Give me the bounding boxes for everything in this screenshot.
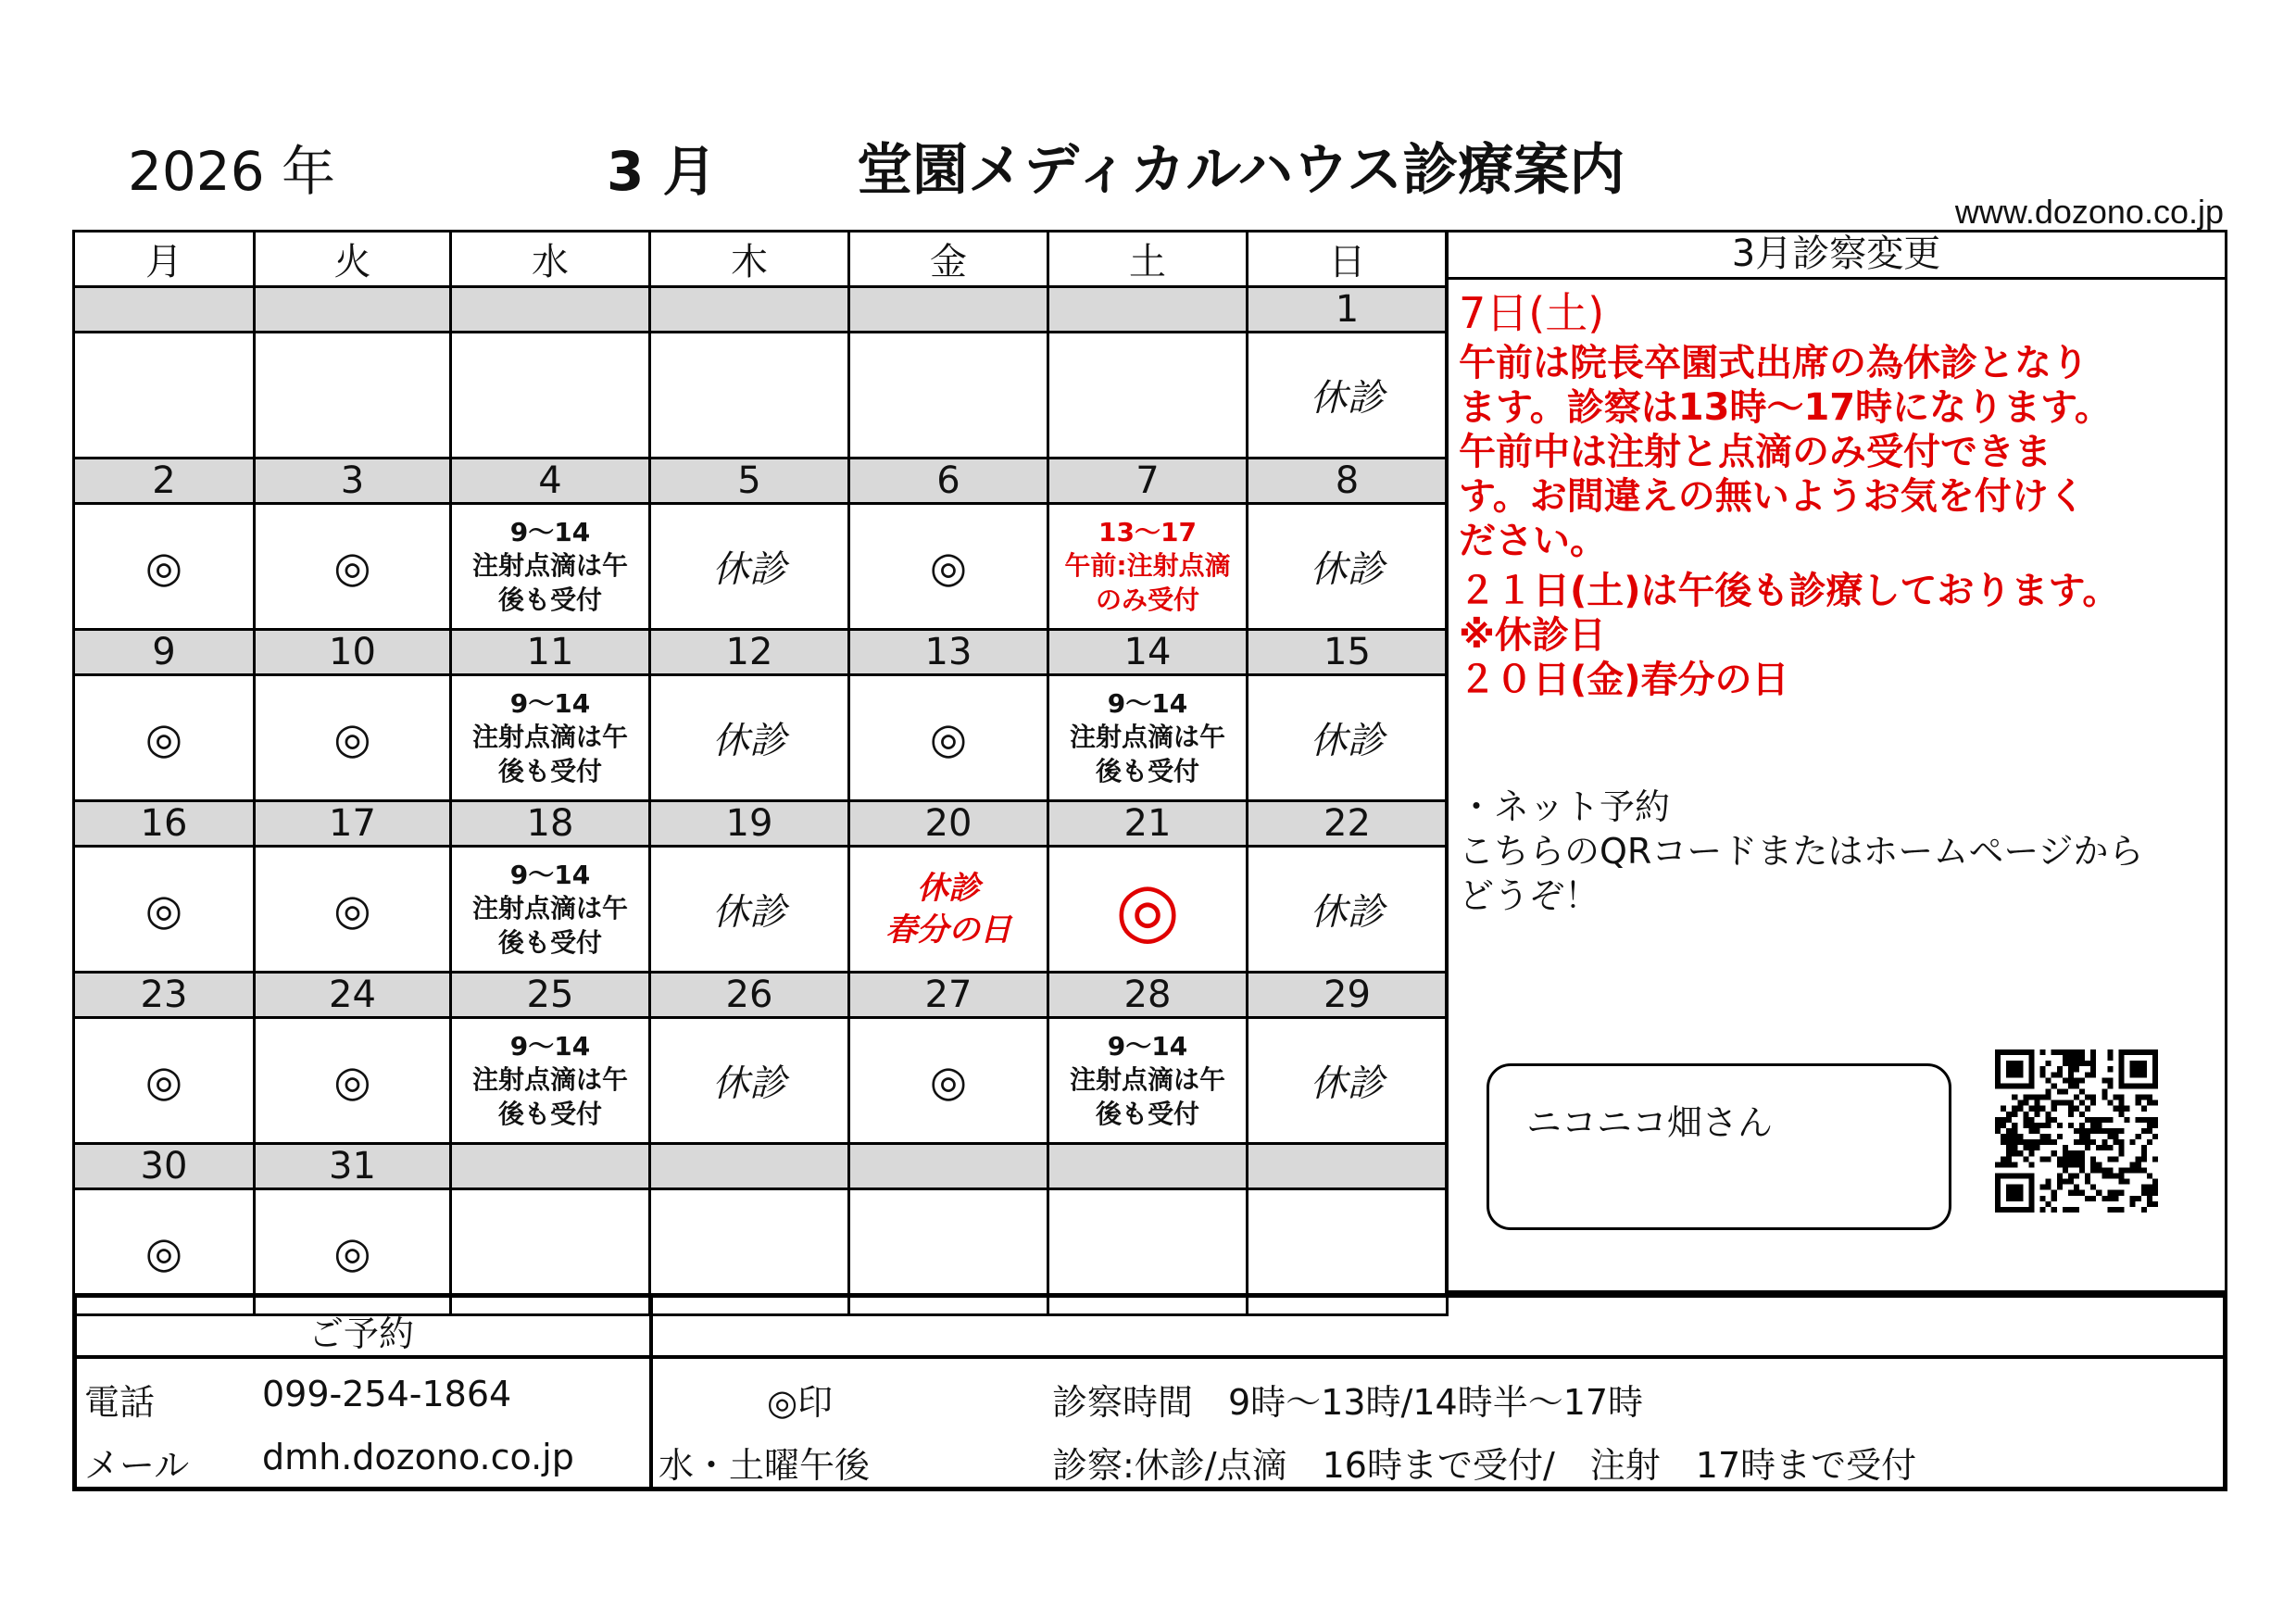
day-cell xyxy=(1248,1018,1448,1144)
day-cell xyxy=(1048,504,1248,630)
closed-label: 休診 xyxy=(1310,377,1385,420)
day-cell xyxy=(650,504,849,630)
date-number: 6 xyxy=(849,459,1048,504)
date-number: 15 xyxy=(1248,630,1448,675)
day-cell xyxy=(74,847,255,973)
day-cell xyxy=(1048,333,1248,459)
date-number: 29 xyxy=(1248,973,1448,1018)
page-title: 堂園メディカルハウス診療案内 xyxy=(857,138,1625,203)
weekday-header-row xyxy=(74,232,1448,287)
date-number: 17 xyxy=(255,801,451,847)
note-line: 後も受付 xyxy=(497,926,602,958)
date-number xyxy=(74,287,255,333)
day-cell xyxy=(849,675,1048,801)
day-cell xyxy=(849,1018,1048,1144)
date-number: 20 xyxy=(849,801,1048,847)
day-cell xyxy=(650,333,849,459)
consultation-hours: 診察時間 9時～13時/14時半～17時 xyxy=(1052,1382,1644,1423)
holiday-label: ※休診日 xyxy=(1459,614,1606,657)
day-cell xyxy=(1248,675,1448,801)
notice-line: 午前中は注射と点滴のみ受付できま xyxy=(1459,431,2051,473)
date-number: 22 xyxy=(1248,801,1448,847)
note-line: 注射点滴は午 xyxy=(471,893,628,924)
website-link[interactable]: www.dozono.co.jp xyxy=(1954,193,2224,231)
note-line: 後も受付 xyxy=(497,584,602,615)
notice-line: 午前は院長卒園式出席の為休診となり xyxy=(1459,342,2089,384)
date-number: 21 xyxy=(1048,801,1248,847)
date-number-row xyxy=(74,287,1448,333)
mail-address[interactable]: dmh.dozono.co.jp xyxy=(262,1437,574,1477)
note-line: 休診 xyxy=(917,870,980,908)
holiday-date: ２０日(金)春分の日 xyxy=(1459,659,1789,701)
note-line: 注射点滴は午 xyxy=(1069,1064,1225,1096)
date-number: 7 xyxy=(1048,459,1248,504)
day-cell xyxy=(1048,675,1248,801)
date-number: 4 xyxy=(451,459,650,504)
note-line: 注射点滴は午 xyxy=(471,722,628,753)
day-cell xyxy=(74,504,255,630)
day-cell xyxy=(255,504,451,630)
day-cell xyxy=(650,675,849,801)
date-number: 16 xyxy=(74,801,255,847)
date-number xyxy=(451,287,650,333)
notice-text xyxy=(1459,341,2215,563)
weekday-sun: 日 xyxy=(1248,232,1448,287)
date-number xyxy=(849,1144,1048,1189)
footer-divider-vertical xyxy=(649,1298,653,1487)
note-line: 9～14 xyxy=(1107,687,1188,719)
date-number: 24 xyxy=(255,973,451,1018)
day-cell xyxy=(255,1018,451,1144)
day-cell xyxy=(1048,847,1248,973)
open-mark-icon: ◎ xyxy=(1115,865,1180,952)
date-number: 19 xyxy=(650,801,849,847)
date-number: 10 xyxy=(255,630,451,675)
date-number: 11 xyxy=(451,630,650,675)
date-number xyxy=(451,1144,650,1189)
open-mark-icon: ◎ xyxy=(144,712,183,763)
notice-line: す。お間違えの無いようお気を付けく xyxy=(1459,475,2086,518)
date-number xyxy=(1048,1144,1248,1189)
date-number: 26 xyxy=(650,973,849,1018)
closed-label: 休診 xyxy=(1310,720,1385,762)
day-cell xyxy=(451,504,650,630)
phone-label: 電話 xyxy=(84,1382,156,1423)
hours-note xyxy=(1049,516,1246,617)
calendar-table xyxy=(72,230,1449,1316)
day-status-row xyxy=(74,504,1448,630)
day-cell xyxy=(1248,847,1448,973)
net-reservation-note xyxy=(1459,785,2144,918)
date-number xyxy=(255,287,451,333)
date-number: 5 xyxy=(650,459,849,504)
weekday-mon: 月 xyxy=(74,232,255,287)
date-number: 9 xyxy=(74,630,255,675)
date-number: 25 xyxy=(451,973,650,1018)
note-line: 午前:注射点滴 xyxy=(1064,550,1231,582)
net-line: ・ネット予約 xyxy=(1459,786,1671,827)
open-mark-icon: ◎ xyxy=(929,1055,968,1106)
qr-code-icon[interactable] xyxy=(1989,1049,2164,1213)
weekday-thu: 木 xyxy=(650,232,849,287)
date-number-row xyxy=(74,630,1448,675)
day-cell xyxy=(650,1018,849,1144)
closed-label: 休診 xyxy=(712,1062,786,1105)
open-mark-icon: ◎ xyxy=(333,541,371,592)
note-line: 注射点滴は午 xyxy=(471,550,628,582)
note-line: 春分の日 xyxy=(885,911,1011,949)
open-mark-icon: ◎ xyxy=(144,884,183,935)
date-number: 2 xyxy=(74,459,255,504)
day-cell xyxy=(451,1018,650,1144)
day-status-row xyxy=(74,1018,1448,1144)
day-cell xyxy=(1248,333,1448,459)
date-number: 27 xyxy=(849,973,1048,1018)
open-mark-icon: ◎ xyxy=(144,1055,183,1106)
weekday-fri: 金 xyxy=(849,232,1048,287)
date-number: 18 xyxy=(451,801,650,847)
reservation-label: ご予約 xyxy=(308,1313,415,1354)
hours-note xyxy=(1049,1030,1246,1131)
bubble-text: ニコニコ畑さん xyxy=(1526,1102,1774,1143)
day-cell xyxy=(1248,504,1448,630)
day-cell xyxy=(74,333,255,459)
weekday-tue: 火 xyxy=(255,232,451,287)
closed-label: 休診 xyxy=(1310,1062,1385,1105)
open-mark-icon: ◎ xyxy=(144,541,183,592)
day-cell xyxy=(849,847,1048,973)
net-line: どうぞ！ xyxy=(1459,875,1600,916)
day-cell xyxy=(451,847,650,973)
mail-label: メール xyxy=(84,1445,190,1486)
day-cell xyxy=(451,675,650,801)
open-mark-icon: ◎ xyxy=(333,1055,371,1106)
note-line: 注射点滴は午 xyxy=(1069,722,1225,753)
date-number-row xyxy=(74,1144,1448,1189)
hours-note xyxy=(452,516,648,617)
note-line: 後も受付 xyxy=(1095,1098,1199,1129)
date-number: 3 xyxy=(255,459,451,504)
open-mark-icon: ◎ xyxy=(333,1226,371,1277)
date-number: 1 xyxy=(1248,287,1448,333)
note-line: 9～14 xyxy=(509,859,591,890)
wed-sat-text: 診察:休診/点滴 16時まで受付/ 注射 17時まで受付 xyxy=(1052,1445,1917,1486)
date-number xyxy=(1248,1144,1448,1189)
day-status-row xyxy=(74,333,1448,459)
hours-note xyxy=(1049,687,1246,788)
day-status-row xyxy=(74,675,1448,801)
notice-date: 7日(土) xyxy=(1459,288,1605,338)
net-line: こちらのQRコードまたはホームページから xyxy=(1459,831,2144,872)
closed-label: 休診 xyxy=(1310,548,1385,591)
notice-block xyxy=(1448,280,2225,702)
day-cell xyxy=(255,847,451,973)
day-cell xyxy=(74,1018,255,1144)
footer-table xyxy=(72,1293,2227,1491)
note-line: 後も受付 xyxy=(497,755,602,786)
open-mark-icon: ◎ xyxy=(144,1226,183,1277)
open-mark-icon: ◎ xyxy=(333,712,371,763)
mark-label: ◎印 xyxy=(767,1382,834,1423)
open-mark-icon: ◎ xyxy=(929,712,968,763)
date-number: 12 xyxy=(650,630,849,675)
schedule-change-panel xyxy=(1445,230,2227,1293)
date-number-row xyxy=(74,801,1448,847)
side-heading: 3月診察変更 xyxy=(1448,232,2225,280)
closed-label: 休診 xyxy=(712,548,786,591)
date-number-row xyxy=(74,973,1448,1018)
day-cell xyxy=(650,847,849,973)
date-number xyxy=(650,1144,849,1189)
day-cell xyxy=(255,675,451,801)
name-bubble xyxy=(1487,1063,1951,1230)
date-number xyxy=(1048,287,1248,333)
note-line: 9～14 xyxy=(509,687,591,719)
note-line: 後も受付 xyxy=(1095,755,1199,786)
day-cell xyxy=(74,675,255,801)
year-label: 2026 年 xyxy=(128,140,336,203)
date-number: 23 xyxy=(74,973,255,1018)
date-number: 13 xyxy=(849,630,1048,675)
closed-label: 休診 xyxy=(712,720,786,762)
closed-label: 休診 xyxy=(1310,891,1385,934)
weekday-sat: 土 xyxy=(1048,232,1248,287)
phone-number[interactable]: 099-254-1864 xyxy=(262,1374,512,1414)
date-number: 31 xyxy=(255,1144,451,1189)
weekday-wed: 水 xyxy=(451,232,650,287)
date-number xyxy=(650,287,849,333)
wed-sat-label: 水・土曜午後 xyxy=(659,1445,871,1486)
notice-line: ださい。 xyxy=(1459,520,1607,562)
note-line: のみ受付 xyxy=(1095,584,1199,615)
notice-line: ます。診察は13時～17時になります。 xyxy=(1459,386,2112,429)
date-number-row xyxy=(74,459,1448,504)
date-number: 28 xyxy=(1048,973,1248,1018)
saturday-note: ２１日(土)は午後も診療しております。 xyxy=(1459,570,2120,612)
month-label: 3 月 xyxy=(607,140,717,203)
day-cell xyxy=(1048,1018,1248,1144)
day-cell xyxy=(849,333,1048,459)
day-cell xyxy=(451,333,650,459)
hours-note xyxy=(452,1030,648,1131)
note-line: 9～14 xyxy=(509,516,591,547)
holiday-note xyxy=(850,868,1047,949)
date-number xyxy=(849,287,1048,333)
date-number: 30 xyxy=(74,1144,255,1189)
day-cell xyxy=(255,333,451,459)
note-line: 後も受付 xyxy=(497,1098,602,1129)
date-number: 8 xyxy=(1248,459,1448,504)
note-line: 9～14 xyxy=(1107,1030,1188,1062)
open-mark-icon: ◎ xyxy=(333,884,371,935)
closed-label: 休診 xyxy=(712,891,786,934)
hours-note xyxy=(452,859,648,960)
day-status-row xyxy=(74,847,1448,973)
open-mark-icon: ◎ xyxy=(929,541,968,592)
note-line: 注射点滴は午 xyxy=(471,1064,628,1096)
day-cell xyxy=(849,504,1048,630)
note-line: 13～17 xyxy=(1098,516,1197,547)
date-number: 14 xyxy=(1048,630,1248,675)
hours-note xyxy=(452,687,648,788)
note-line: 9～14 xyxy=(509,1030,591,1062)
